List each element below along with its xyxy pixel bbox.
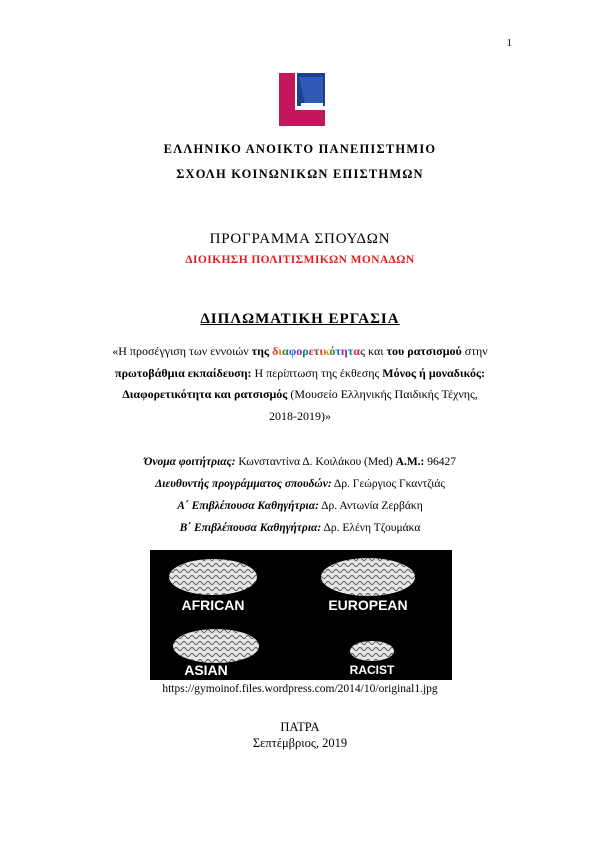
label-african: AFRICAN: [181, 597, 245, 613]
university-logo-icon: [279, 73, 325, 126]
thesis-label: ΔΙΠΛΩΜΑΤΙΚΗ ΕΡΓΑΣΙΑ: [200, 311, 400, 327]
school-name: ΣΧΟΛΗ ΚΟΙΝΩΝΙΚΩΝ ΕΠΙΣΤΗΜΩΝ: [176, 167, 424, 181]
brains-image: [150, 550, 452, 680]
student-line: Όνομα φοιτήτριας: Κωνσταντίνα Δ. Κοιλάκου (Med) Α.Μ.: 96427: [143, 456, 457, 468]
director-line: Διευθυντής προγράμματος σπουδών: Δρ. Γεώργιος Γκαντζιάς: [155, 478, 445, 490]
brains-illustration: [150, 550, 452, 680]
supervisor-a-line: Α΄ Επιβλέπουσα Καθηγήτρια: Δρ. Αντωνία Ζερβάκη: [177, 500, 423, 512]
label-asian: ASIAN: [184, 662, 228, 678]
label-european: EUROPEAN: [328, 597, 408, 613]
date: Σεπτέμβριος, 2019: [252, 736, 348, 750]
thesis-title: «Η προσέγγιση των εννοιών της διαφορετικότητας και του ρατσισμού στην πρωτοβάθμια εκπαίδευση: Η περίπτωση της έκθεσης Μόνος ή μοναδικός: Διαφορετικότητα και ρατσισμός (Μουσείο Ελληνικής Παιδικής Τέχνης, 2018-2019)»: [112, 344, 488, 423]
program-label: ΠΡΟΓΡΑΜΜΑ ΣΠΟΥΔΩΝ: [209, 231, 391, 247]
university-name: ΕΛΛΗΝΙΚΟ ΑΝΟΙΚΤΟ ΠΑΝΕΠΙΣΤΗΜΙΟ: [163, 142, 437, 156]
supervisor-b-line: Β΄ Επιβλέπουσα Καθηγήτρια: Δρ. Ελένη Τζουμάκα: [179, 522, 421, 534]
label-racist: RACIST: [349, 663, 395, 677]
city: ΠΑΤΡΑ: [280, 720, 320, 734]
credits-block: [0, 451, 600, 539]
page-number: 1: [506, 37, 512, 49]
department-name: ΔΙΟΙΚΗΣΗ ΠΟΛΙΤΙΣΜΙΚΩΝ ΜΟΝΑΔΩΝ: [185, 254, 415, 266]
colored-word: διαφορετικότητας: [272, 344, 366, 358]
image-caption: https://gymoinof.files.wordpress.com/2014/10/original1.jpg: [162, 683, 438, 695]
